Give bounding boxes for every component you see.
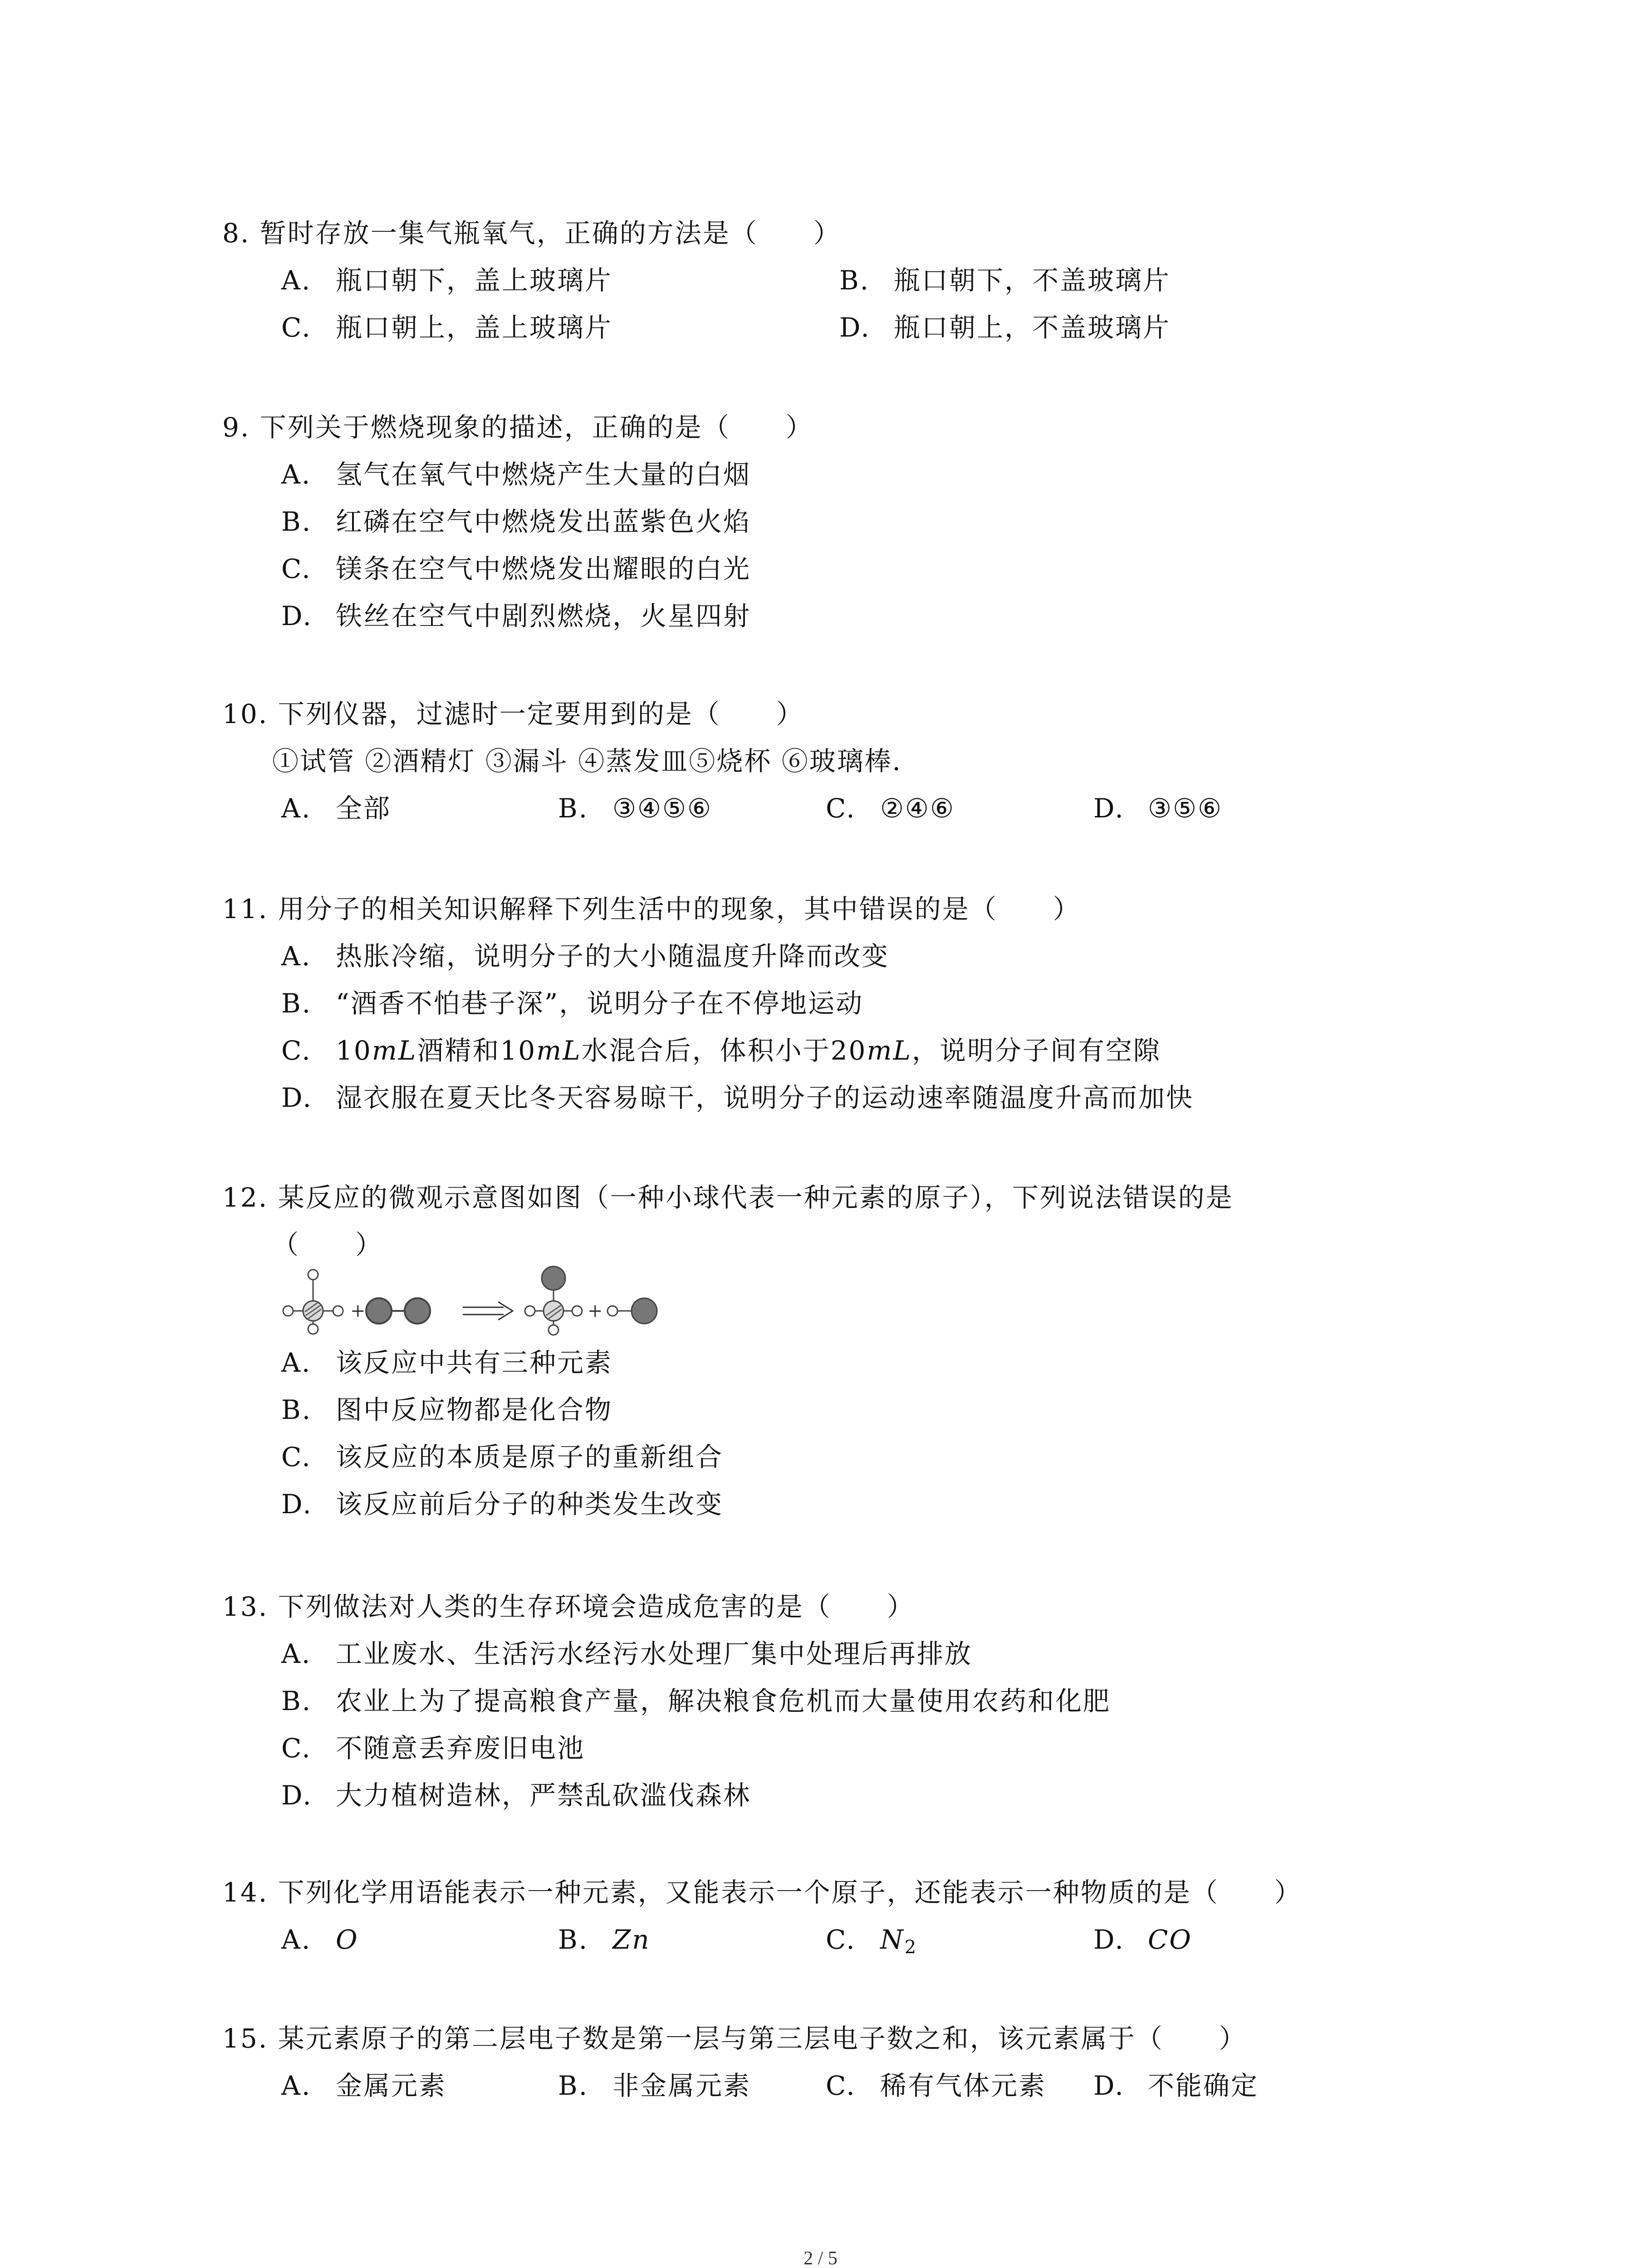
question-text: 暂时存放一集气瓶氧气，正确的方法是（ ） [260,218,841,249]
option-text: 铁丝在空气中剧烈燃烧，火星四射 [336,601,751,631]
option-d [1093,785,1223,832]
option-letter: A. [281,1347,312,1378]
option-c [222,1433,1447,1481]
option-a [222,451,1447,498]
option-letter: D. [1093,793,1125,824]
plus-sign: + [350,1300,366,1321]
option-letter: A. [281,2070,312,2101]
question-11 [222,885,1447,1121]
option-text: 金属元素 [336,2070,447,2101]
options-row [222,2062,1447,2109]
question-text: 用分子的相关知识解释下列生活中的现象，其中错误的是（ ） [278,894,1081,924]
option-b [558,1916,651,1963]
option-c [222,1027,1447,1074]
question-9 [222,404,1447,640]
option-c [222,1725,1447,1772]
option-text: 酒精和10 [417,1035,537,1066]
option-text: 工业废水、生活污水经污水处理厂集中处理后再排放 [336,1638,973,1669]
option-letter: B. [558,2070,589,2101]
option-letter: D. [839,312,871,343]
option-text: 大力植树造林，严禁乱砍滥伐森林 [336,1780,751,1811]
options-row [222,304,1447,351]
question-12 [222,1174,1447,1268]
option-b [839,257,1171,304]
question-13 [222,1583,1447,1819]
option-a [222,933,1447,980]
subscript: 2 [904,1937,918,1958]
option-a [281,2062,446,2109]
option-text: 瓶口朝下，盖上玻璃片 [336,265,613,296]
product-molecule-2 [607,1298,657,1324]
option-text: “酒香不怕巷子深”，说明分子在不停地运动 [336,988,864,1019]
option-text: O [336,1924,359,1955]
option-letter: B. [558,1924,589,1955]
option-text: ③④⑤⑥ [612,793,712,824]
option-letter: B. [558,793,589,824]
option-text: 该反应中共有三种元素 [336,1347,613,1378]
question-stem [222,210,1447,257]
option-d [222,1074,1447,1121]
option-text: ③⑤⑥ [1148,793,1223,824]
option-text: 不能确定 [1148,2070,1259,2101]
question-14 [222,1869,1447,1963]
question-stem [222,1174,1447,1221]
option-letter: D. [281,601,313,631]
question-8 [222,210,1447,351]
option-text: 氢气在氧气中燃烧产生大量的白烟 [336,459,751,490]
question-stem-continued: （ ） [272,1229,383,1260]
option-b [222,1386,1447,1433]
question-15 [222,2015,1447,2109]
question-number: 12. [222,1182,269,1213]
question-text: 下列化学用语能表示一种元素，又能表示一个原子，还能表示一种物质的是（ ） [278,1877,1302,1908]
option-letter: D. [281,1489,313,1520]
option-letter: B. [281,988,312,1019]
option-letter: A. [281,1924,312,1955]
option-d [222,1772,1447,1819]
option-text: 湿衣服在夏天比冬天容易晾干，说明分子的运动速率随温度升高而加快 [336,1082,1194,1113]
option-b [558,2062,751,2109]
reactant-molecule-1 [283,1270,343,1334]
option-text: 不随意丢弃废旧电池 [336,1733,585,1764]
question-10 [222,690,1447,832]
option-letter: D. [1093,1924,1125,1955]
option-text: 非金属元素 [612,2070,751,2101]
option-a [281,1916,359,1963]
option-letter: C. [281,1733,312,1764]
option-letter: D. [281,1780,313,1811]
option-letter: C. [826,2070,856,2101]
options-row [222,257,1447,304]
question-number: 14. [222,1877,269,1908]
question-stem [222,2015,1447,2062]
option-letter: D. [281,1082,313,1113]
option-a [222,1339,1447,1386]
question-number: 11. [222,894,269,924]
option-d [1093,2062,1259,2109]
option-d [839,304,1171,351]
question-number: 13. [222,1591,269,1622]
option-text: 农业上为了提高粮食产量，解决粮食危机而大量使用农药和化肥 [336,1686,1111,1716]
product-molecule-1 [525,1266,582,1335]
option-c [826,1916,917,1971]
question-stem [222,404,1447,451]
option-letter: C. [281,1442,312,1472]
option-a [281,785,391,832]
option-text: 10 [336,1035,372,1066]
option-letter: A. [281,941,312,972]
option-text: 瓶口朝上，盖上玻璃片 [336,312,613,343]
option-d [1093,1916,1192,1963]
option-text: 该反应前后分子的种类发生改变 [336,1489,724,1520]
option-text: 该反应的本质是原子的重新组合 [336,1442,724,1472]
option-text: 图中反应物都是化合物 [336,1394,613,1425]
option-letter: B. [281,1686,312,1716]
option-b [222,498,1447,545]
question-text: 某元素原子的第二层电子数是第一层与第三层电子数之和，该元素属于（ ） [278,2023,1247,2054]
option-letter: A. [281,459,312,490]
reaction-diagram [281,1266,690,1338]
option-c [281,304,612,351]
option-letter: C. [826,793,856,824]
page-number: 2 / 5 [803,2248,838,2268]
question-text: 下列关于燃烧现象的描述，正确的是（ ） [260,412,813,443]
question-stem [222,690,1447,738]
option-letter: C. [281,553,312,584]
option-letter: A. [281,265,312,296]
question-number: 9. [222,412,250,443]
option-letter: B. [281,1394,312,1425]
question-number: 10. [222,699,269,729]
reactant-molecule-2 [366,1298,430,1324]
question-text: 下列做法对人类的生存环境会造成危害的是（ ） [278,1591,915,1622]
instrument-list: ①试管 ②酒精灯 ③漏斗 ④蒸发皿⑤烧杯 ⑥玻璃棒． [272,746,920,777]
unit-ml: mL [372,1035,417,1066]
option-text: 热胀冷缩，说明分子的大小随温度升降而改变 [336,941,890,972]
option-d [222,1481,1447,1528]
option-text: ②④⑥ [880,793,955,824]
question-stem [222,1869,1447,1916]
option-letter: C. [281,1035,312,1066]
option-b [222,980,1447,1027]
option-text: 瓶口朝上，不盖玻璃片 [894,312,1171,343]
question-number: 8. [222,218,250,249]
option-c [826,2062,1046,2109]
option-text: 镁条在空气中燃烧发出耀眼的白光 [336,553,751,584]
option-text: 水混合后，体积小于20 [581,1035,867,1066]
option-text: N [880,1924,905,1955]
option-letter: A. [281,793,312,824]
option-text: 红磷在空气中燃烧发出蓝紫色火焰 [336,506,751,537]
question-text: 某反应的微观示意图如图（一种小球代表一种元素的原子），下列说法错误的是 [278,1182,1234,1213]
plus-sign: + [588,1300,603,1321]
option-b [558,785,712,832]
options-row [222,785,1447,832]
question-stem [222,1583,1447,1630]
unit-ml: mL [536,1035,582,1066]
question-12-options [222,1339,1447,1528]
option-letter: B. [839,265,870,296]
option-text: ，说明分子间有空隙 [911,1035,1161,1066]
question-text: 下列仪器，过滤时一定要用到的是（ ） [278,699,804,729]
option-c [826,785,955,832]
option-b [222,1677,1447,1725]
option-letter: D. [1093,2070,1125,2101]
option-text: CO [1148,1924,1192,1955]
option-d [222,592,1447,640]
option-a [281,257,612,304]
unit-ml: mL [867,1035,912,1066]
question-number: 15. [222,2023,269,2054]
options-row [222,1916,1447,1963]
option-letter: A. [281,1638,312,1669]
option-text: 瓶口朝下，不盖玻璃片 [894,265,1171,296]
reaction-arrow [463,1302,513,1320]
question-stem [222,885,1447,933]
option-c [222,545,1447,592]
option-letter: B. [281,506,312,537]
option-text: 全部 [336,793,392,824]
option-text: 稀有气体元素 [880,2070,1047,2101]
option-letter: C. [826,1924,856,1955]
option-a [222,1630,1447,1677]
option-letter: C. [281,312,312,343]
option-text: Zn [612,1924,651,1955]
